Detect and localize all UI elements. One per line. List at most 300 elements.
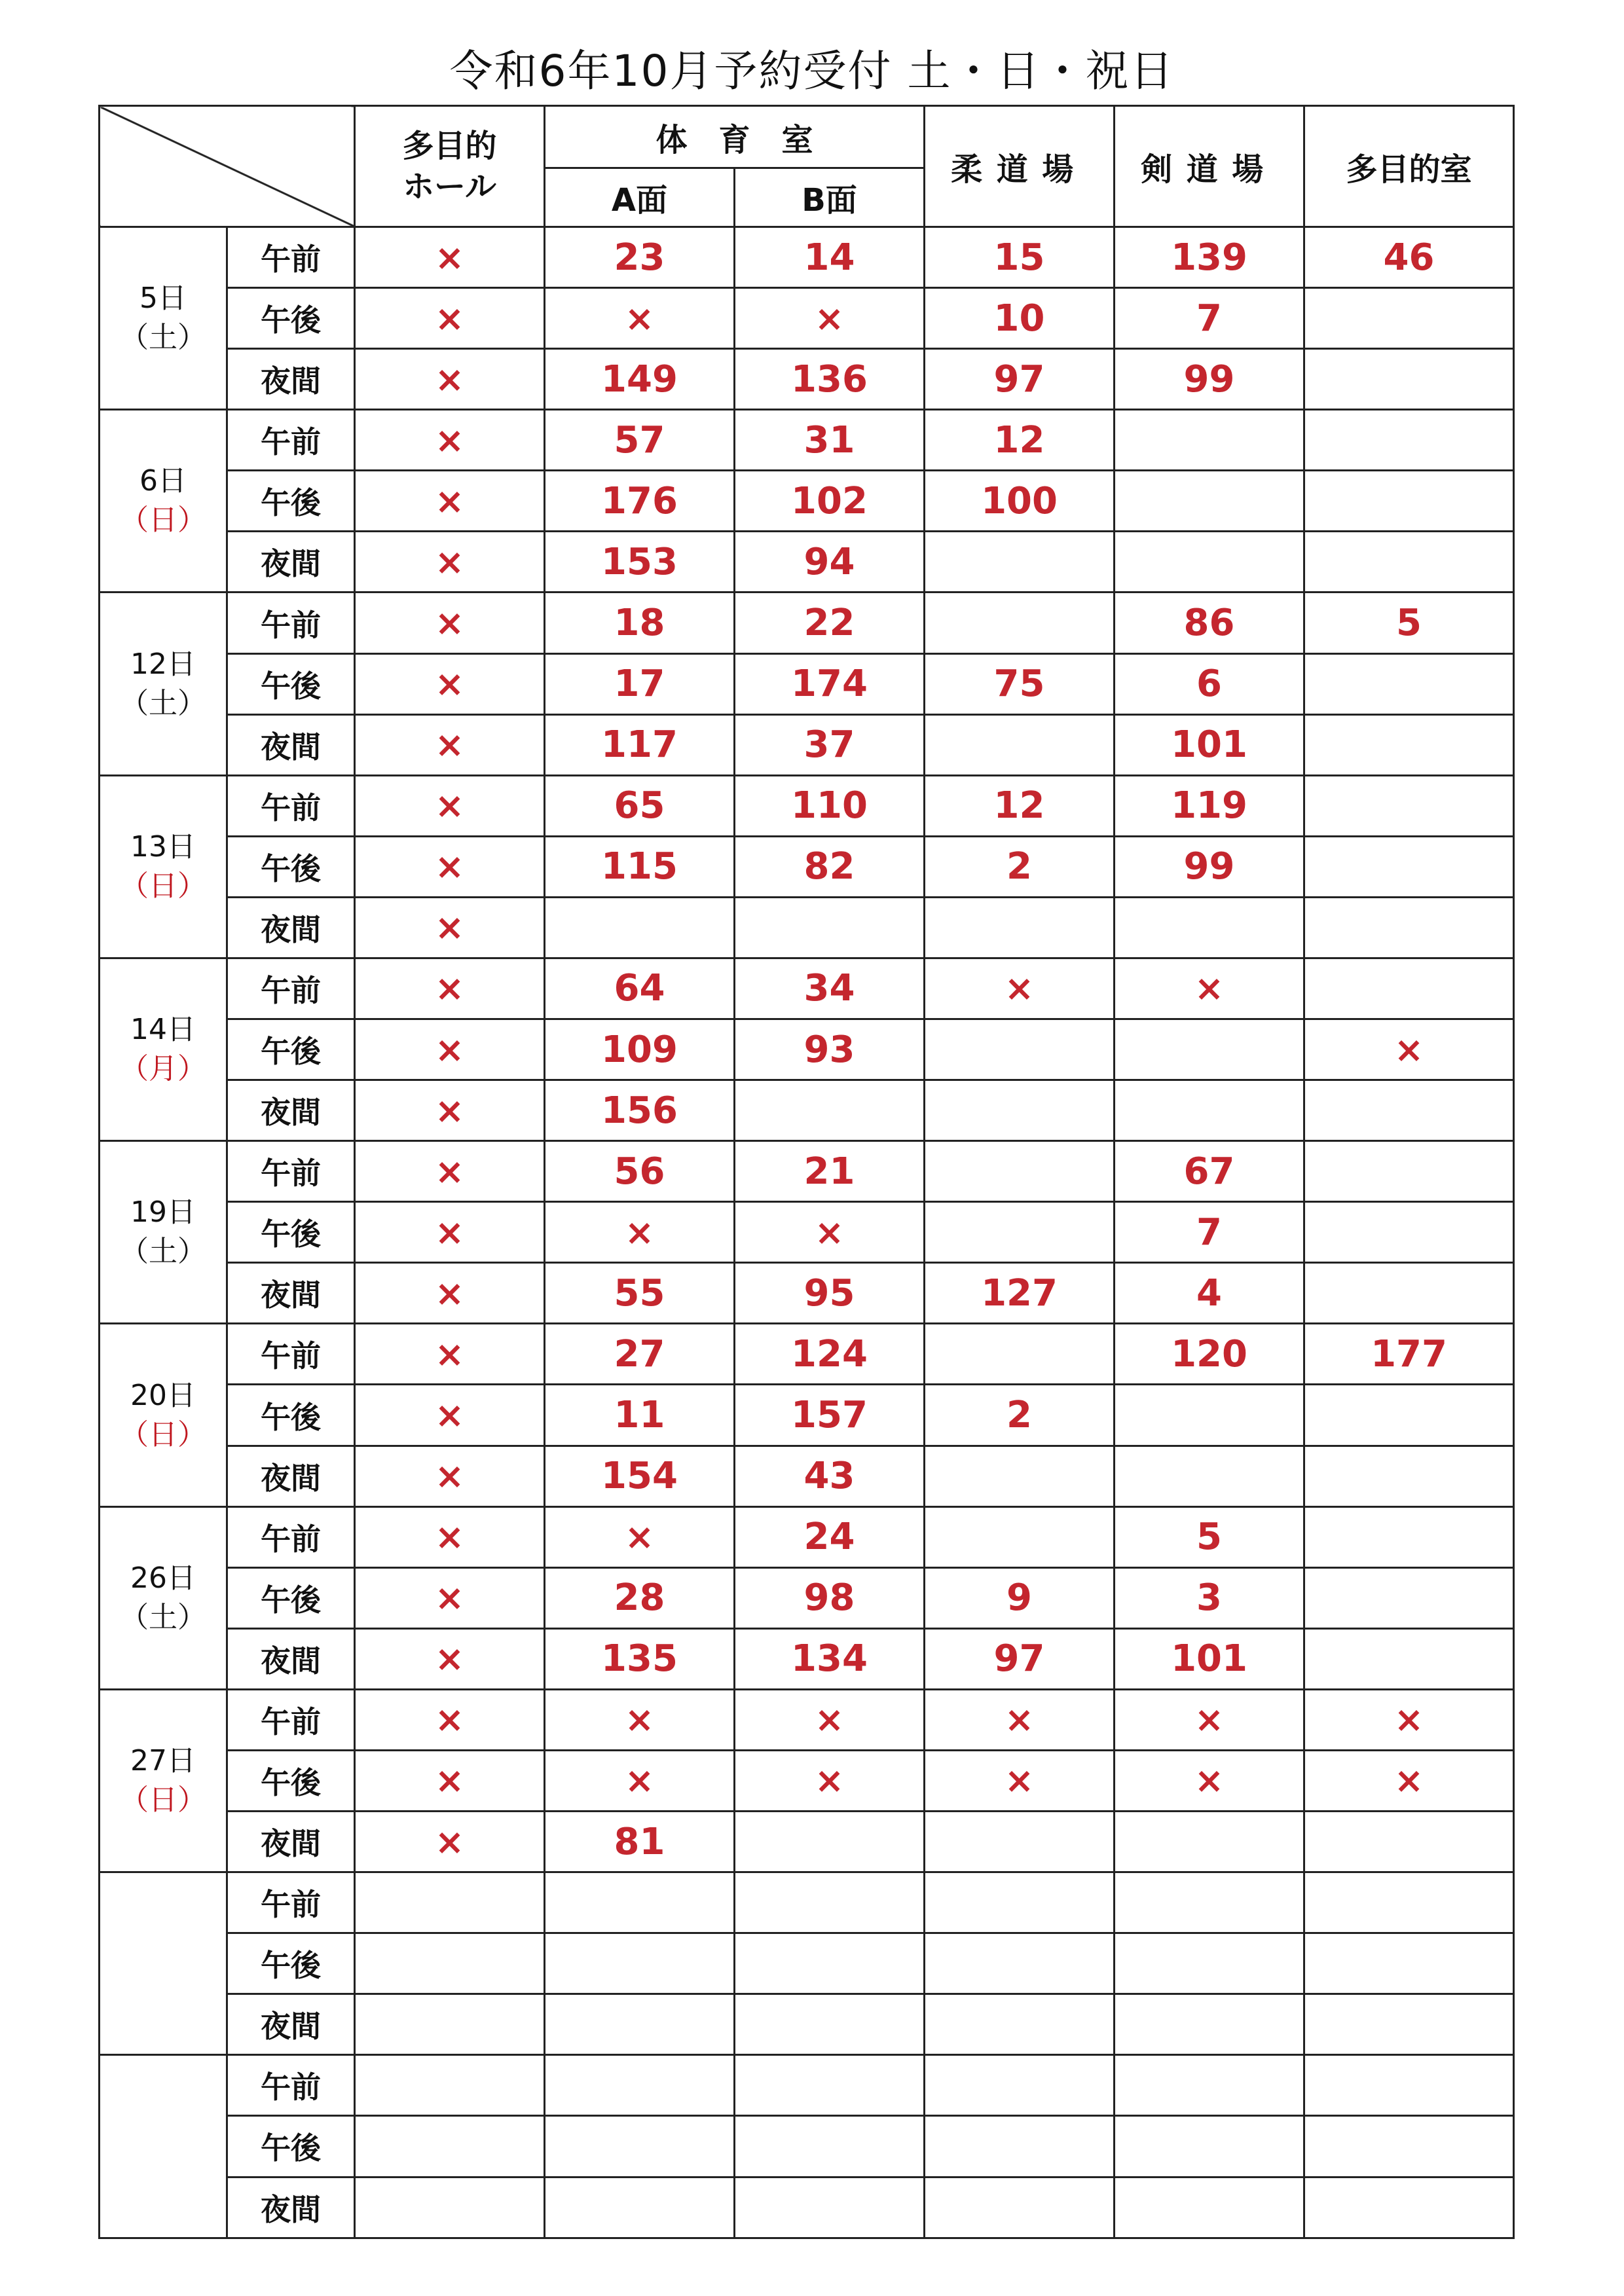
table-row bbox=[100, 897, 1514, 958]
page-title: 令和6年10月予約受付 土・日・祝日 bbox=[449, 46, 1175, 96]
cell-judo bbox=[925, 1994, 1115, 2055]
cell-multi-hall: × bbox=[355, 653, 545, 714]
time-slot-label: 夜間 bbox=[227, 1263, 355, 1324]
cell-kendo: 119 bbox=[1115, 775, 1304, 836]
table-row bbox=[100, 775, 1514, 836]
cell-kendo bbox=[1115, 1994, 1304, 2055]
cell-kendo bbox=[1115, 532, 1304, 592]
cell-gym-b: 98 bbox=[735, 1567, 925, 1628]
cell-multi-room bbox=[1304, 1202, 1514, 1263]
cell-multi-hall bbox=[355, 1872, 545, 1933]
date-cell bbox=[100, 775, 227, 958]
cell-multi-hall: × bbox=[355, 288, 545, 349]
table-row bbox=[100, 1689, 1514, 1750]
time-slot-label: 午前 bbox=[227, 1872, 355, 1933]
cell-multi-hall: × bbox=[355, 1385, 545, 1446]
time-slot-label: 夜間 bbox=[227, 1994, 355, 2055]
cell-multi-hall: × bbox=[355, 1506, 545, 1567]
cell-kendo: 120 bbox=[1115, 1324, 1304, 1385]
header-judo: 柔道場 bbox=[925, 106, 1115, 227]
cell-gym-b bbox=[735, 897, 925, 958]
table-row bbox=[100, 471, 1514, 532]
date-cell bbox=[100, 592, 227, 775]
cell-gym-b: 94 bbox=[735, 532, 925, 592]
cell-judo bbox=[925, 1080, 1115, 1141]
time-slot-label: 午後 bbox=[227, 836, 355, 897]
cell-judo: 97 bbox=[925, 349, 1115, 410]
cell-multi-hall: × bbox=[355, 1567, 545, 1628]
time-slot-label: 午後 bbox=[227, 1933, 355, 1994]
cell-multi-room bbox=[1304, 836, 1514, 897]
cell-gym-a: 154 bbox=[545, 1446, 735, 1506]
cell-gym-b: 21 bbox=[735, 1141, 925, 1202]
cell-judo: 12 bbox=[925, 410, 1115, 471]
cell-kendo: 6 bbox=[1115, 653, 1304, 714]
cell-multi-room bbox=[1304, 349, 1514, 410]
date-weekday: （日） bbox=[120, 869, 206, 903]
cell-multi-room bbox=[1304, 1872, 1514, 1933]
cell-multi-room bbox=[1304, 653, 1514, 714]
cell-kendo: × bbox=[1115, 1689, 1304, 1750]
cell-kendo: 3 bbox=[1115, 1567, 1304, 1628]
cell-kendo bbox=[1115, 2177, 1304, 2238]
cell-kendo: 101 bbox=[1115, 1628, 1304, 1689]
cell-gym-a: × bbox=[545, 1689, 735, 1750]
cell-multi-hall bbox=[355, 1994, 545, 2055]
date-cell bbox=[100, 1141, 227, 1324]
cell-multi-room bbox=[1304, 2055, 1514, 2116]
cell-gym-b: 37 bbox=[735, 714, 925, 775]
cell-multi-room bbox=[1304, 1080, 1514, 1141]
date-cell bbox=[100, 410, 227, 592]
table-row bbox=[100, 1202, 1514, 1263]
table-row bbox=[100, 1019, 1514, 1080]
cell-kendo bbox=[1115, 1446, 1304, 1506]
date-weekday: （日） bbox=[120, 1417, 206, 1451]
cell-multi-room bbox=[1304, 471, 1514, 532]
date-weekday: （土） bbox=[120, 321, 206, 355]
cell-gym-b bbox=[735, 1994, 925, 2055]
cell-gym-b: × bbox=[735, 1750, 925, 1811]
cell-gym-a: × bbox=[545, 1750, 735, 1811]
cell-multi-room bbox=[1304, 1263, 1514, 1324]
cell-multi-room bbox=[1304, 1567, 1514, 1628]
cell-gym-a: 149 bbox=[545, 349, 735, 410]
cell-judo bbox=[925, 532, 1115, 592]
table-row bbox=[100, 349, 1514, 410]
table-row bbox=[100, 410, 1514, 471]
cell-kendo: 7 bbox=[1115, 288, 1304, 349]
date-weekday: （日） bbox=[120, 503, 206, 538]
cell-multi-hall: × bbox=[355, 227, 545, 288]
reservation-table bbox=[98, 105, 1515, 2239]
cell-kendo bbox=[1115, 410, 1304, 471]
cell-multi-hall: × bbox=[355, 1750, 545, 1811]
cell-gym-a: 57 bbox=[545, 410, 735, 471]
cell-kendo bbox=[1115, 471, 1304, 532]
cell-multi-room bbox=[1304, 2177, 1514, 2238]
date-weekday: （土） bbox=[120, 1235, 206, 1269]
cell-kendo bbox=[1115, 897, 1304, 958]
cell-gym-a: 156 bbox=[545, 1080, 735, 1141]
time-slot-label: 午後 bbox=[227, 1567, 355, 1628]
cell-multi-hall: × bbox=[355, 958, 545, 1019]
time-slot-label: 夜間 bbox=[227, 714, 355, 775]
cell-gym-b: 93 bbox=[735, 1019, 925, 1080]
cell-kendo: 7 bbox=[1115, 1202, 1304, 1263]
cell-gym-b: 34 bbox=[735, 958, 925, 1019]
cell-gym-a: 27 bbox=[545, 1324, 735, 1385]
cell-multi-room bbox=[1304, 532, 1514, 592]
cell-kendo bbox=[1115, 1872, 1304, 1933]
cell-judo bbox=[925, 1446, 1115, 1506]
cell-gym-a bbox=[545, 2055, 735, 2116]
cell-multi-room bbox=[1304, 2116, 1514, 2177]
date-weekday: （日） bbox=[120, 1783, 206, 1817]
time-slot-label: 午後 bbox=[227, 1385, 355, 1446]
cell-judo bbox=[925, 2055, 1115, 2116]
date-day: 12日 bbox=[130, 647, 196, 681]
cell-kendo: 101 bbox=[1115, 714, 1304, 775]
table-row bbox=[100, 1750, 1514, 1811]
cell-gym-b: 134 bbox=[735, 1628, 925, 1689]
date-cell bbox=[100, 1506, 227, 1689]
cell-gym-b bbox=[735, 1080, 925, 1141]
cell-multi-hall: × bbox=[355, 471, 545, 532]
cell-multi-room bbox=[1304, 714, 1514, 775]
time-slot-label: 夜間 bbox=[227, 532, 355, 592]
cell-multi-room: 5 bbox=[1304, 592, 1514, 653]
table-row bbox=[100, 1812, 1514, 1872]
cell-gym-a: × bbox=[545, 1202, 735, 1263]
cell-judo: 97 bbox=[925, 1628, 1115, 1689]
cell-gym-b: 102 bbox=[735, 471, 925, 532]
time-slot-label: 午後 bbox=[227, 653, 355, 714]
date-day: 27日 bbox=[130, 1743, 196, 1777]
cell-multi-room: × bbox=[1304, 1689, 1514, 1750]
cell-judo: 9 bbox=[925, 1567, 1115, 1628]
time-slot-label: 夜間 bbox=[227, 1446, 355, 1506]
cell-judo bbox=[925, 714, 1115, 775]
cell-gym-a: 176 bbox=[545, 471, 735, 532]
table-row bbox=[100, 1324, 1514, 1385]
table-row bbox=[100, 653, 1514, 714]
cell-kendo: 99 bbox=[1115, 349, 1304, 410]
date-weekday: （土） bbox=[120, 686, 206, 720]
header-kendo: 剣道場 bbox=[1115, 106, 1304, 227]
cell-gym-a: 65 bbox=[545, 775, 735, 836]
cell-gym-b: 82 bbox=[735, 836, 925, 897]
cell-gym-a: 55 bbox=[545, 1263, 735, 1324]
cell-multi-hall: × bbox=[355, 775, 545, 836]
table-row bbox=[100, 1385, 1514, 1446]
time-slot-label: 午前 bbox=[227, 1506, 355, 1567]
cell-gym-b: 95 bbox=[735, 1263, 925, 1324]
cell-gym-a bbox=[545, 2177, 735, 2238]
time-slot-label: 夜間 bbox=[227, 1628, 355, 1689]
cell-kendo: × bbox=[1115, 958, 1304, 1019]
time-slot-label: 午前 bbox=[227, 227, 355, 288]
cell-judo bbox=[925, 2116, 1115, 2177]
cell-kendo: 86 bbox=[1115, 592, 1304, 653]
date-day: 5日 bbox=[139, 282, 187, 316]
cell-judo: × bbox=[925, 1689, 1115, 1750]
cell-multi-room bbox=[1304, 1994, 1514, 2055]
cell-judo bbox=[925, 1141, 1115, 1202]
time-slot-label: 午後 bbox=[227, 2116, 355, 2177]
cell-judo bbox=[925, 897, 1115, 958]
cell-multi-room bbox=[1304, 1141, 1514, 1202]
time-slot-label: 午前 bbox=[227, 592, 355, 653]
cell-gym-a: 135 bbox=[545, 1628, 735, 1689]
cell-multi-hall: × bbox=[355, 349, 545, 410]
header-gym: 体 育 室 bbox=[545, 106, 925, 168]
cell-judo: × bbox=[925, 1750, 1115, 1811]
cell-multi-room bbox=[1304, 1446, 1514, 1506]
cell-multi-room bbox=[1304, 288, 1514, 349]
cell-judo: 15 bbox=[925, 227, 1115, 288]
cell-gym-b bbox=[735, 1812, 925, 1872]
cell-multi-hall: × bbox=[355, 1628, 545, 1689]
cell-judo bbox=[925, 592, 1115, 653]
cell-gym-b: 136 bbox=[735, 349, 925, 410]
date-cell bbox=[100, 2055, 227, 2238]
cell-gym-a: 18 bbox=[545, 592, 735, 653]
cell-multi-room bbox=[1304, 1628, 1514, 1689]
header-multi-room: 多目的室 bbox=[1304, 106, 1514, 227]
time-slot-label: 夜間 bbox=[227, 2177, 355, 2238]
cell-multi-room bbox=[1304, 775, 1514, 836]
cell-kendo: 4 bbox=[1115, 1263, 1304, 1324]
cell-multi-room bbox=[1304, 1506, 1514, 1567]
table-row bbox=[100, 2116, 1514, 2177]
cell-gym-a bbox=[545, 897, 735, 958]
cell-multi-hall: × bbox=[355, 1080, 545, 1141]
table-row bbox=[100, 1628, 1514, 1689]
cell-multi-room bbox=[1304, 897, 1514, 958]
cell-multi-room: × bbox=[1304, 1019, 1514, 1080]
header-gym-b: B面 bbox=[735, 168, 925, 227]
cell-gym-a: × bbox=[545, 1506, 735, 1567]
table-body bbox=[100, 227, 1514, 2238]
cell-gym-b: 14 bbox=[735, 227, 925, 288]
cell-multi-room: × bbox=[1304, 1750, 1514, 1811]
cell-multi-hall: × bbox=[355, 897, 545, 958]
cell-gym-b bbox=[735, 2177, 925, 2238]
time-slot-label: 午後 bbox=[227, 1202, 355, 1263]
date-cell bbox=[100, 1689, 227, 1872]
table-row bbox=[100, 1506, 1514, 1567]
cell-kendo bbox=[1115, 1019, 1304, 1080]
table-row bbox=[100, 2177, 1514, 2238]
cell-judo bbox=[925, 1506, 1115, 1567]
table-row bbox=[100, 532, 1514, 592]
date-weekday: （月） bbox=[120, 1052, 206, 1086]
cell-gym-b: 110 bbox=[735, 775, 925, 836]
date-day: 19日 bbox=[130, 1195, 196, 1230]
cell-judo bbox=[925, 1872, 1115, 1933]
cell-gym-a: 115 bbox=[545, 836, 735, 897]
cell-gym-b: 24 bbox=[735, 1506, 925, 1567]
cell-multi-room bbox=[1304, 1812, 1514, 1872]
cell-judo bbox=[925, 1933, 1115, 1994]
date-day: 13日 bbox=[130, 829, 196, 864]
table-row bbox=[100, 1933, 1514, 1994]
date-day: 20日 bbox=[130, 1378, 196, 1412]
time-slot-label: 午後 bbox=[227, 288, 355, 349]
cell-gym-b: × bbox=[735, 1202, 925, 1263]
time-slot-label: 夜間 bbox=[227, 1812, 355, 1872]
header-multi-hall: 多目的 ホール bbox=[355, 106, 545, 227]
cell-multi-hall: × bbox=[355, 1689, 545, 1750]
date-weekday: （土） bbox=[120, 1600, 206, 1634]
cell-gym-b bbox=[735, 2116, 925, 2177]
cell-gym-a: 28 bbox=[545, 1567, 735, 1628]
cell-kendo bbox=[1115, 1933, 1304, 1994]
cell-gym-a bbox=[545, 1872, 735, 1933]
cell-multi-hall bbox=[355, 1933, 545, 1994]
cell-multi-room: 177 bbox=[1304, 1324, 1514, 1385]
table-row bbox=[100, 227, 1514, 288]
cell-judo bbox=[925, 1324, 1115, 1385]
cell-kendo: × bbox=[1115, 1750, 1304, 1811]
cell-multi-hall bbox=[355, 2177, 545, 2238]
table-row bbox=[100, 592, 1514, 653]
cell-gym-a: 23 bbox=[545, 227, 735, 288]
cell-judo: 10 bbox=[925, 288, 1115, 349]
time-slot-label: 夜間 bbox=[227, 897, 355, 958]
time-slot-label: 午後 bbox=[227, 1750, 355, 1811]
cell-gym-b bbox=[735, 2055, 925, 2116]
cell-judo: 2 bbox=[925, 1385, 1115, 1446]
table-row bbox=[100, 1263, 1514, 1324]
cell-gym-b: 157 bbox=[735, 1385, 925, 1446]
table-row bbox=[100, 714, 1514, 775]
cell-multi-hall: × bbox=[355, 1812, 545, 1872]
cell-multi-room bbox=[1304, 958, 1514, 1019]
cell-kendo bbox=[1115, 2116, 1304, 2177]
cell-gym-a: 64 bbox=[545, 958, 735, 1019]
cell-judo bbox=[925, 1019, 1115, 1080]
cell-multi-room bbox=[1304, 1933, 1514, 1994]
cell-gym-b: 43 bbox=[735, 1446, 925, 1506]
table-row bbox=[100, 1994, 1514, 2055]
cell-multi-hall: × bbox=[355, 1141, 545, 1202]
cell-kendo: 139 bbox=[1115, 227, 1304, 288]
table-row bbox=[100, 1872, 1514, 1933]
time-slot-label: 夜間 bbox=[227, 349, 355, 410]
cell-gym-b: 174 bbox=[735, 653, 925, 714]
cell-multi-hall: × bbox=[355, 714, 545, 775]
cell-judo: 100 bbox=[925, 471, 1115, 532]
time-slot-label: 午前 bbox=[227, 775, 355, 836]
cell-multi-hall bbox=[355, 2116, 545, 2177]
cell-gym-a: 17 bbox=[545, 653, 735, 714]
date-cell bbox=[100, 1872, 227, 2055]
cell-gym-a bbox=[545, 1994, 735, 2055]
cell-multi-hall: × bbox=[355, 1202, 545, 1263]
cell-gym-a: 11 bbox=[545, 1385, 735, 1446]
time-slot-label: 夜間 bbox=[227, 1080, 355, 1141]
cell-multi-hall: × bbox=[355, 1263, 545, 1324]
date-cell bbox=[100, 227, 227, 410]
cell-judo: 127 bbox=[925, 1263, 1115, 1324]
cell-kendo bbox=[1115, 1385, 1304, 1446]
cell-gym-a: 81 bbox=[545, 1812, 735, 1872]
date-day: 26日 bbox=[130, 1561, 196, 1595]
cell-multi-hall: × bbox=[355, 410, 545, 471]
time-slot-label: 午前 bbox=[227, 1689, 355, 1750]
date-day: 6日 bbox=[139, 464, 187, 498]
header-gym-a: A面 bbox=[545, 168, 735, 227]
date-cell bbox=[100, 1324, 227, 1506]
cell-gym-b bbox=[735, 1872, 925, 1933]
cell-judo: × bbox=[925, 958, 1115, 1019]
cell-gym-a bbox=[545, 2116, 735, 2177]
table-row bbox=[100, 958, 1514, 1019]
cell-kendo bbox=[1115, 1812, 1304, 1872]
table-row bbox=[100, 288, 1514, 349]
cell-multi-hall: × bbox=[355, 1446, 545, 1506]
cell-gym-b: 31 bbox=[735, 410, 925, 471]
cell-multi-room bbox=[1304, 410, 1514, 471]
time-slot-label: 午前 bbox=[227, 2055, 355, 2116]
cell-gym-a: 109 bbox=[545, 1019, 735, 1080]
cell-kendo: 67 bbox=[1115, 1141, 1304, 1202]
table-row bbox=[100, 836, 1514, 897]
cell-multi-room: 46 bbox=[1304, 227, 1514, 288]
cell-gym-a: 153 bbox=[545, 532, 735, 592]
cell-gym-a: 117 bbox=[545, 714, 735, 775]
cell-multi-hall: × bbox=[355, 1019, 545, 1080]
cell-gym-b: × bbox=[735, 1689, 925, 1750]
time-slot-label: 午後 bbox=[227, 1019, 355, 1080]
date-day: 14日 bbox=[130, 1013, 196, 1047]
cell-multi-hall: × bbox=[355, 592, 545, 653]
corner-diagonal-cell bbox=[100, 106, 355, 227]
time-slot-label: 午前 bbox=[227, 1141, 355, 1202]
cell-judo: 12 bbox=[925, 775, 1115, 836]
cell-judo bbox=[925, 1202, 1115, 1263]
cell-gym-b: 22 bbox=[735, 592, 925, 653]
cell-multi-hall: × bbox=[355, 1324, 545, 1385]
table-row bbox=[100, 2055, 1514, 2116]
cell-kendo: 99 bbox=[1115, 836, 1304, 897]
cell-gym-a: 56 bbox=[545, 1141, 735, 1202]
cell-judo: 2 bbox=[925, 836, 1115, 897]
cell-kendo bbox=[1115, 1080, 1304, 1141]
cell-gym-a: × bbox=[545, 288, 735, 349]
date-cell bbox=[100, 958, 227, 1140]
cell-multi-hall: × bbox=[355, 532, 545, 592]
cell-multi-hall: × bbox=[355, 836, 545, 897]
cell-gym-b bbox=[735, 1933, 925, 1994]
cell-gym-b: × bbox=[735, 288, 925, 349]
cell-multi-hall bbox=[355, 2055, 545, 2116]
cell-judo bbox=[925, 2177, 1115, 2238]
cell-gym-b: 124 bbox=[735, 1324, 925, 1385]
cell-multi-room bbox=[1304, 1385, 1514, 1446]
cell-gym-a bbox=[545, 1933, 735, 1994]
cell-kendo: 5 bbox=[1115, 1506, 1304, 1567]
table-row bbox=[100, 1080, 1514, 1141]
table-row bbox=[100, 1141, 1514, 1202]
table-row bbox=[100, 1567, 1514, 1628]
time-slot-label: 午後 bbox=[227, 471, 355, 532]
time-slot-label: 午前 bbox=[227, 1324, 355, 1385]
cell-judo: 75 bbox=[925, 653, 1115, 714]
cell-judo bbox=[925, 1812, 1115, 1872]
